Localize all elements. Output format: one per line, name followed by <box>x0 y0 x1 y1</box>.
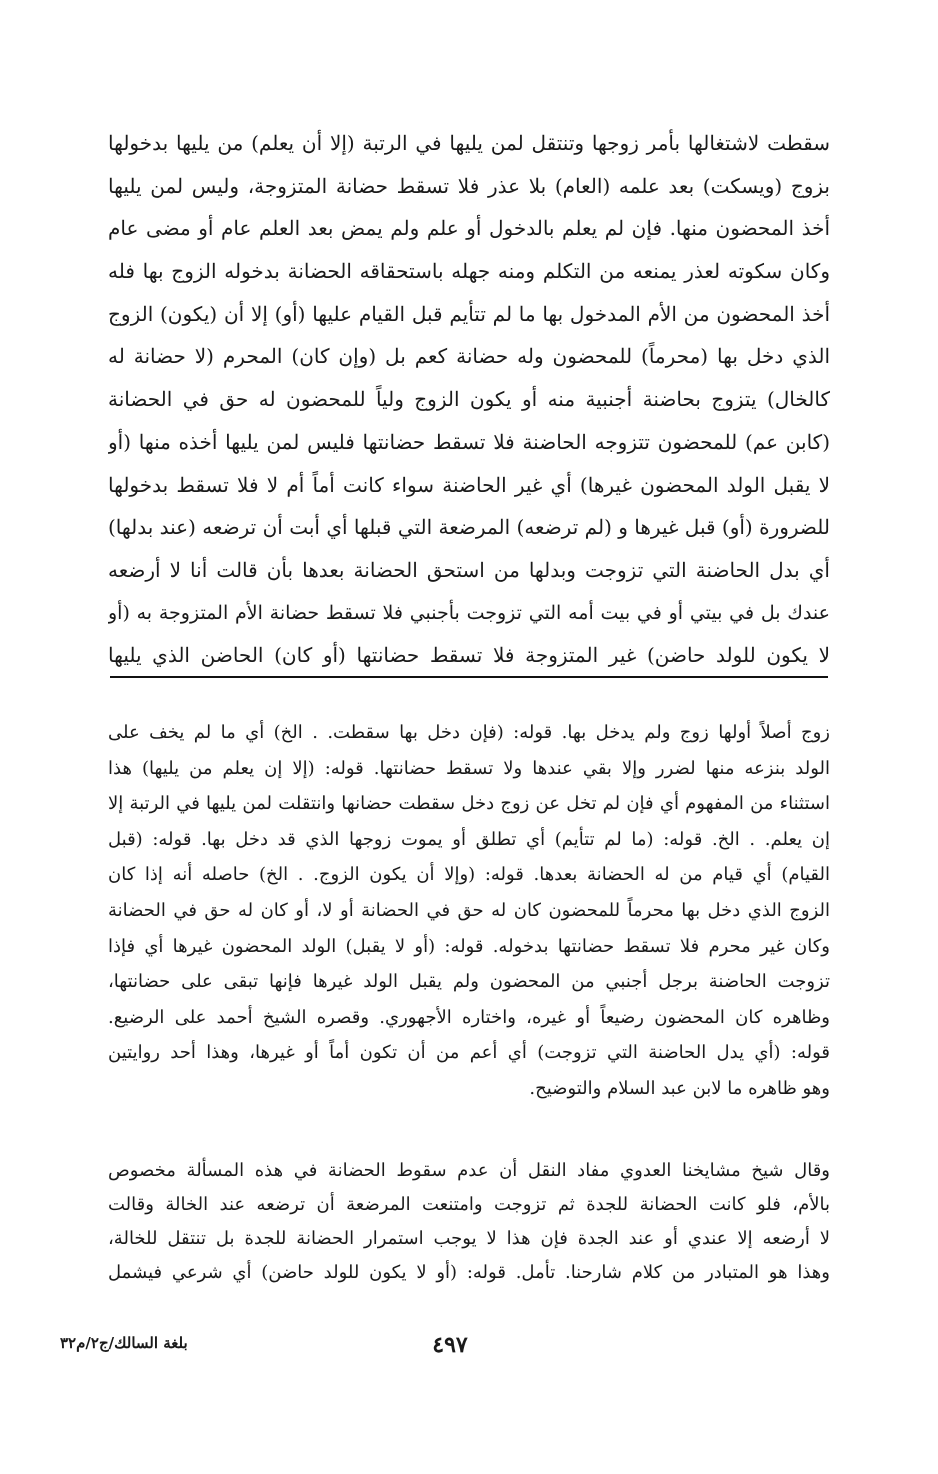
footnote-line: استثناء من المفهوم أي فإن لم تخل عن زوج دخل سقطت حضانها وانتقلت لمن يليها في الرتبة إلا <box>108 793 830 815</box>
footnote-line: القيام) أي قيام من له الحضانة بعدها. قوله: (وإلا أن يكون الزوج. . الخ) حاصله أنه إذا كان <box>108 864 830 886</box>
main-text-line: عندك بل في بيتي أو في بيت أمه التي تزوجت بأجنبي فلا تسقط حضانة الأم المتزوجة به (أو <box>108 601 830 624</box>
main-text-line: كالخال) يتزوج بحاضنة أجنبية منه أو يكون الزوج ولياً للمحضون له حق في الحضانة <box>108 387 830 412</box>
main-text-line: الذي دخل بها (محرماً) للمحضون وله حضانة كعم بل (وإن كان) المحرم (لا حضانة له <box>108 344 830 369</box>
footnote-line: تزوجت الحاضنة برجل أجنبي من المحضون ولم يقبل الولد غيرها فإنها تبقى على حضانتها، <box>108 971 830 993</box>
footnote-line: وقال شيخ مشايخنا العدوي مفاد النقل أن عدم سقوط الحضانة في هذه المسألة مخصوص <box>108 1160 830 1181</box>
main-text-line: (كابن عم) للمحضون تتزوجه الحاضنة فلا تسقط حضانتها فليس لمن يليها أخذه منها (أو <box>108 429 830 454</box>
main-text-block <box>108 122 830 677</box>
main-text-line: سقطت لاشتغالها بأمر زوجها وتنتقل لمن يليها في الرتبة (إلا أن يعلم) من يليها بدخولها <box>108 131 830 155</box>
page-number: ٤٩٧ <box>432 1332 468 1358</box>
footnote-line: إن يعلم. . الخ. قوله: (ما لم تتأيم) أي تطلق أو يموت زوجها الذي قد دخل بها. قوله: (قبل <box>108 828 830 850</box>
footnote-line: وكان غير محرم فلا تسقط حضانتها بدخوله. قوله: (أو لا يقبل) الولد المحضون غيرها أي فإذا <box>108 935 830 957</box>
footnote-line: زوج أصلاً أولها زوج ولم يدخل بها. قوله: (فإن دخل بها سقطت. . الخ) أي ما لم يخف على <box>108 722 830 743</box>
footnote-line: وظاهره كان المحضون رضيعاً أو غيره، واختاره الأجهوري. وقصره الشيخ أحمد على الرضيع. <box>108 1006 830 1028</box>
main-text-line: أي بدل الحاضنة التي تزوجت وبدلها من استحق الحضانة بعدها بأن قالت أنا لا أرضعه <box>108 557 830 582</box>
main-text-line: للضرورة (أو) قبل غيرها و (لم ترضعه) المرضعة التي قبلها أي أبت أن ترضعه (عند بدلها) <box>108 515 830 540</box>
footnote-line: وهو ظاهره ما لابن عبد السلام والتوضيح. <box>529 1077 830 1099</box>
footnote-line: لا أرضعه إلا عندي أو عند الجدة فإن هذا لا يوجب استمرار الحضانة للجدة بل تنتقل للخالة، <box>108 1228 830 1249</box>
main-text-line: لا يكون للولد حاضن) غير المتزوجة فلا تسقط حضانتها (أو كان) الحاضن الذي يليها <box>108 643 830 668</box>
footnotes-paragraph-2 <box>108 1154 830 1290</box>
signature-mark: بلغة السالك/ج٢/م٣٢ <box>60 1334 188 1352</box>
footnote-line: الولد بنزعه منها لضرر وإلا بقي عندها ولا تسقط حضانتها. قوله: (إلا إن يعلم من يليها) هذا <box>108 757 830 779</box>
main-text-line: أخذ المحضون منها. فإن لم يعلم بالدخول أو علم ولم يمض بعد العلم عام أو مضى عام <box>108 216 830 241</box>
footnote-line: الزوج الذي دخل بها محرماً للمحضون كان له حق في الحضانة أو لا، أو كان له حق في الحضانة <box>108 899 830 921</box>
main-text-line: وكان سكوته لعذر يمنعه من التكلم ومنه جهله باستحقاقه الحضانة بدخوله الزوج بها فله <box>108 259 830 284</box>
footnote-line: قوله: (أي يدل الحاضنة التي تزوجت) أي أعم من أن تكون أماً أو غيرها، وهذا أحد روايتين <box>108 1042 830 1064</box>
footnote-line: وهذا هو المتبادر من كلام شارحنا. تأمل. قوله: (أو لا يكون للولد حاضن) أي شرعي فيشمل <box>108 1262 830 1283</box>
footnotes-block <box>108 715 830 1107</box>
footnote-line: بالأم، فلو كانت الحضانة للجدة ثم تزوجت وامتنعت المرضعة أن ترضعه عند الخالة وقالت <box>108 1194 830 1215</box>
main-text-line: لا يقبل الولد المحضون غيرها) أي غير الحاضنة سواء كانت أماً أم لا فلا تسقط بدخولها <box>108 472 830 497</box>
main-text-line: بزوج (ويسكت) بعد علمه (العام) بلا عذر فلا تسقط حضانة المتزوجة، وليس لمن يليها <box>108 173 830 198</box>
main-text-line: أخذ المحضون من الأم المدخول بها ما لم تتأيم قبل القيام عليها (أو) إلا أن (يكون) الزوج <box>108 301 830 326</box>
footnote-separator <box>110 676 828 678</box>
